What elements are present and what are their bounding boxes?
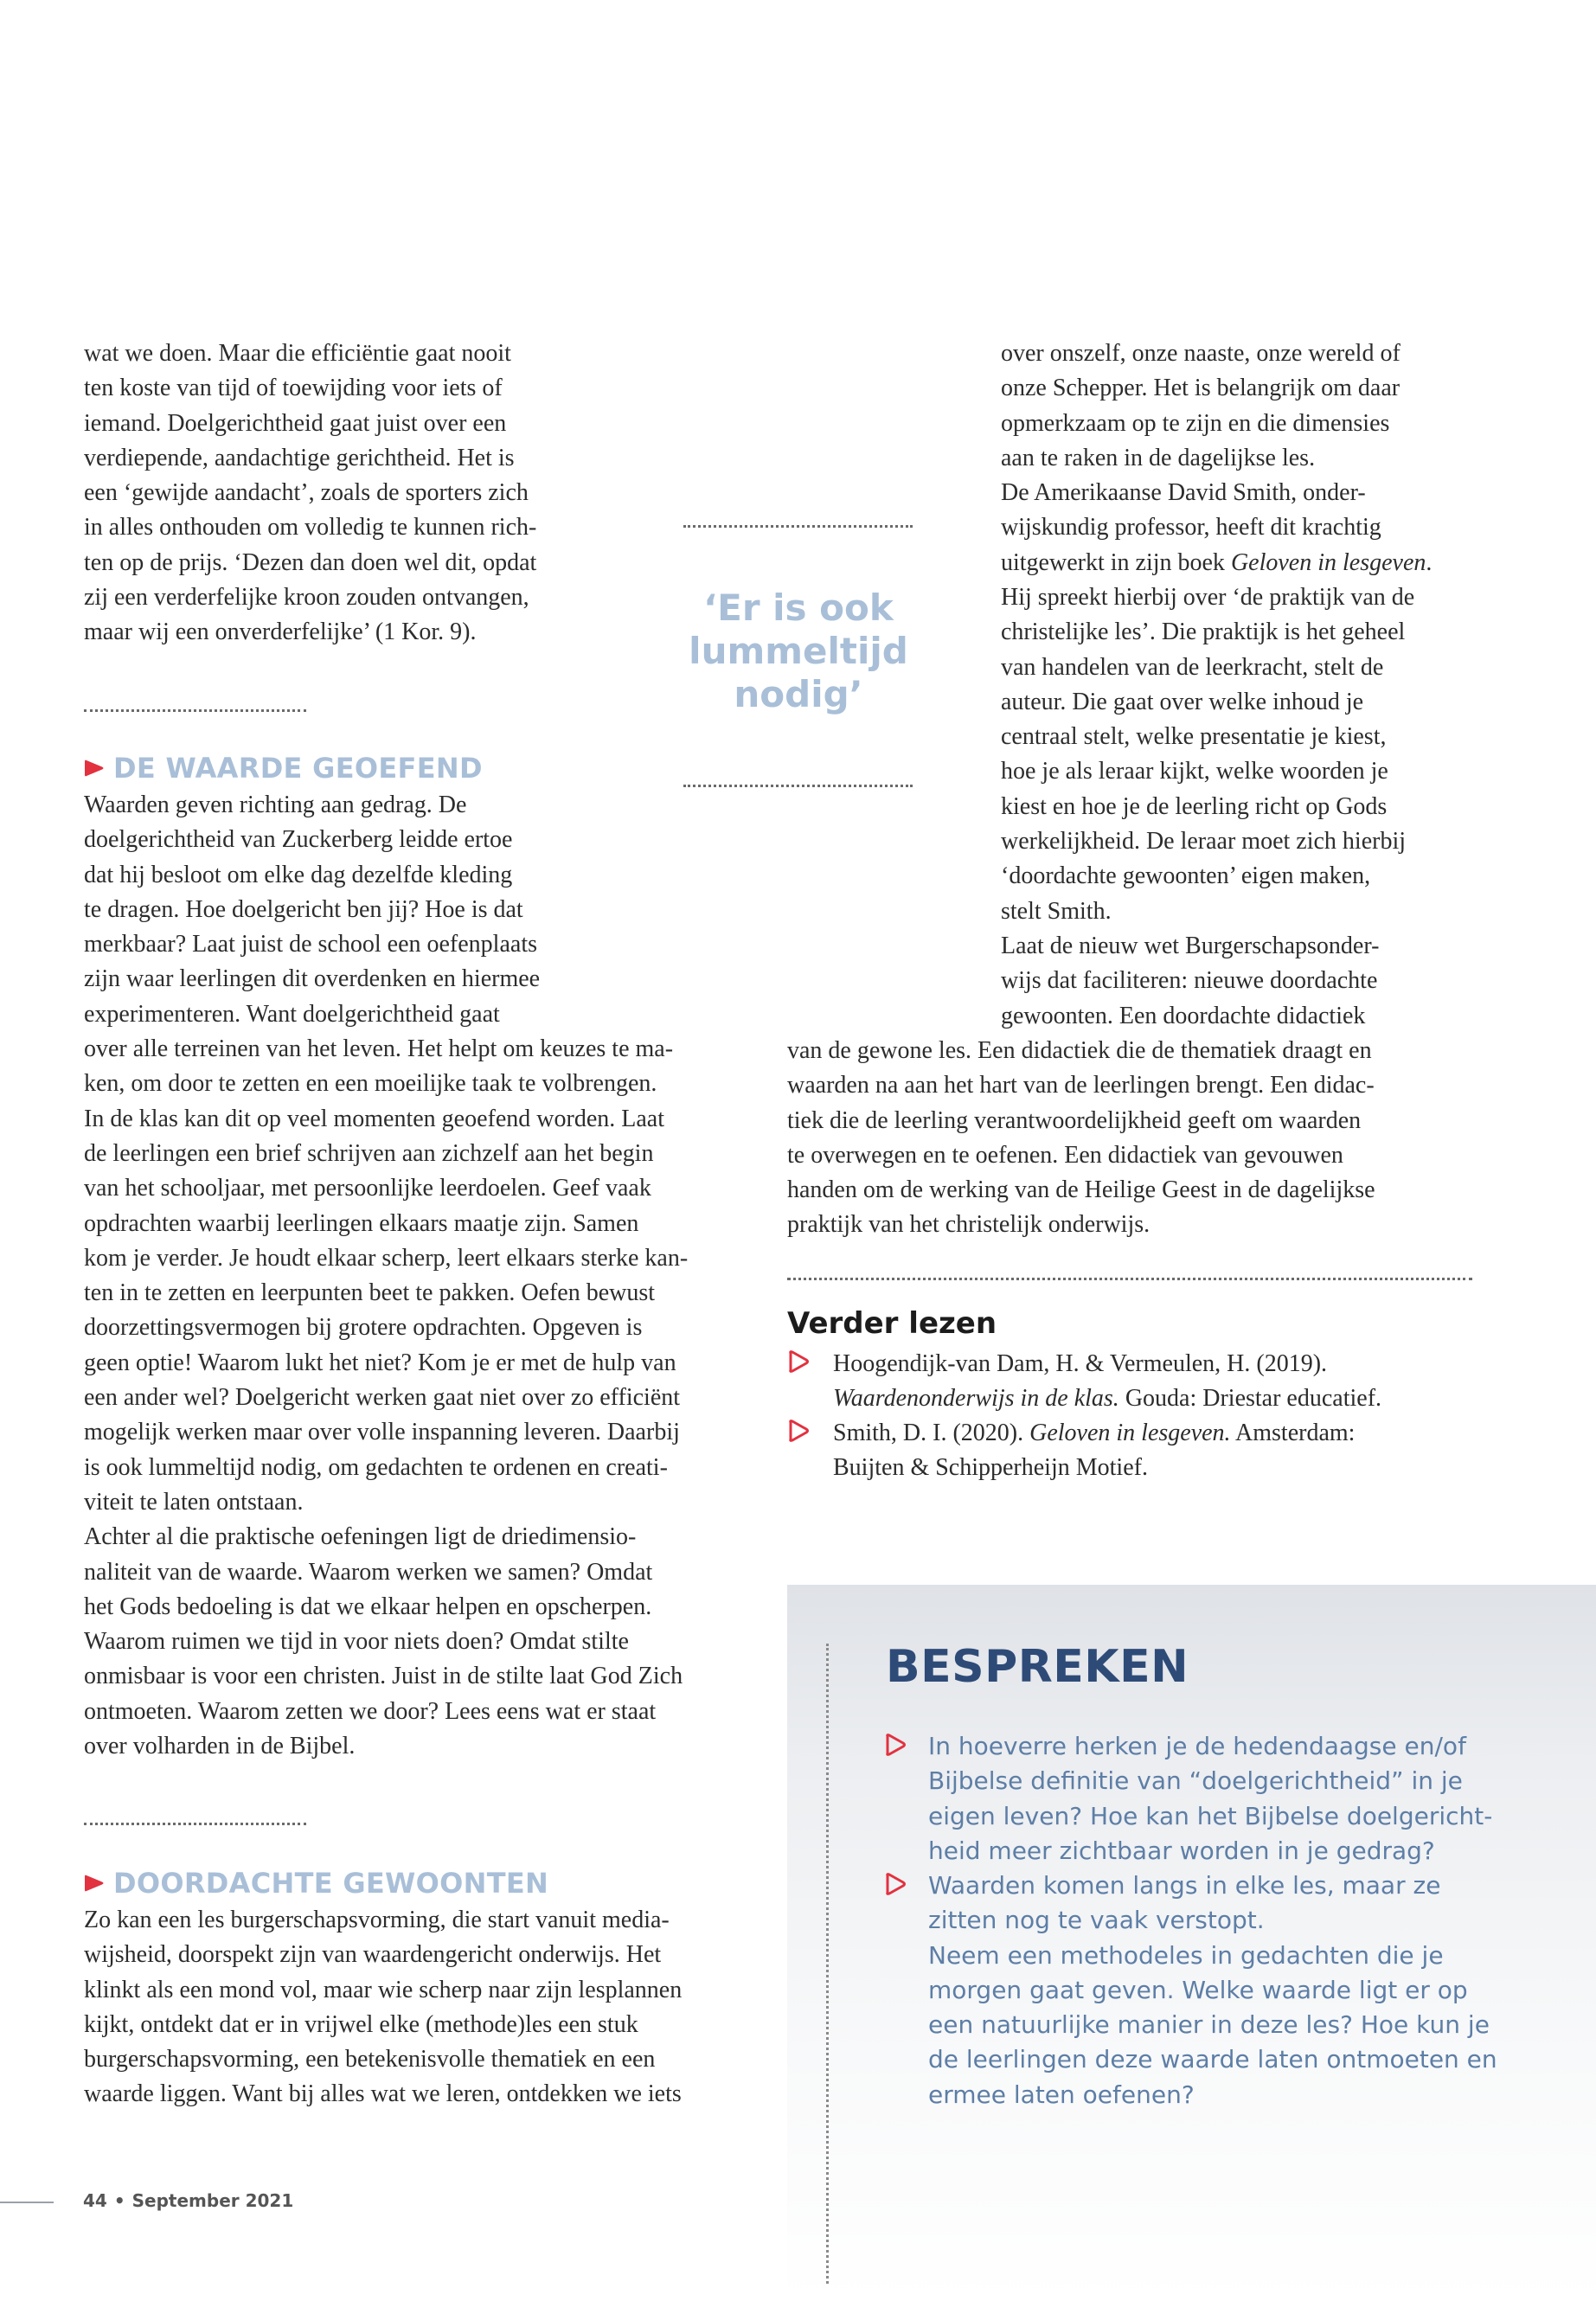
reference-2-publisher: Buijten & Schipperheijn Motief.: [833, 1454, 1148, 1481]
reference-1-line-1: Hoogendijk-van Dam, H. & Vermeulen, H. (2019).: [833, 1350, 1328, 1377]
pull-quote: ‘Er is ook lummeltijd nodig’: [689, 586, 908, 715]
section-heading-de-waarde-geoefend: DE WAARDE GEOEFEND: [113, 752, 483, 785]
book-title: Geloven in lesgeven: [1230, 548, 1426, 576]
reference-2-author: Smith, D. I. (2020).: [833, 1420, 1030, 1446]
section-divider: [787, 1278, 1472, 1280]
issue-date: September 2021: [131, 2190, 294, 2211]
reference-1: [833, 1347, 1381, 1416]
reference-2-title: Geloven in lesgeven.: [1029, 1420, 1231, 1446]
section-bullet-icon: [83, 760, 106, 777]
discussion-question-2: Waarden komen langs in elke les, maar ze zitten nog te vaak verstopt. Neem een methodeles in gedachten die je morgen gaat geven. Welke waarde ligt er op een natuurlijke manier in deze les? Hoe kun je de leerlingen deze waarde laten ontmoeten en ermee laten oefenen?: [928, 1871, 1497, 2109]
intro-paragraph: wat we doen. Maar die efficiëntie gaat nooit ten koste van tijd of toewijding voor iets of iemand. Doelgerichtheid gaat juist over een verdiepende, aandachtige gerichtheid. Het is een ‘gewijde aandacht’, zoals de sporters zich in alles onthouden om volledig te kunnen rich- ten op de prijs. ‘Dezen dan doen wel dit, opdat zij een verderfelijke kroon zouden ontvangen, maar wij een onverderfelijke’ (1 Kor. 9).: [84, 340, 537, 646]
footer-rule: [0, 2202, 54, 2203]
discussion-title: BESPREKEN: [886, 1641, 1189, 1693]
right-text-1: over onszelf, onze naaste, onze wereld of onze Schepper. Het is belangrijk om daar opmerkzaam op te zijn en die dimensies aan te raken in de dagelijkse les. De Amerikaanse David Smith, onder- wijskundig professor, heeft dit krachtig uitgewerkt in zijn boek: [1001, 340, 1401, 576]
footer-separator: •: [113, 2190, 125, 2211]
page-footer: [83, 2189, 293, 2212]
chevron-bullet-icon: [787, 1419, 810, 1443]
chevron-bullet-icon: [884, 1733, 907, 1757]
chevron-bullet-icon: [787, 1349, 810, 1374]
section-divider: [84, 1823, 306, 1825]
section-divider: [84, 709, 306, 712]
chevron-bullet-icon: [884, 1872, 907, 1896]
quote-divider-top: [683, 525, 913, 528]
right-column-paragraph-2: Hij spreekt hierbij over ‘de praktijk van de christelijke les’. Die praktijk is het geheel van handelen van de leerkracht, stelt de auteur. Die gaat over welke inhoud je centraal stelt, welke presentatie je kiest, hoe je als leraar kijkt, welke woorden je kiest en hoe je de leerling richt op Gods werkelijkheid. De leraar moet zich hierbij ‘doordachte gewoonten’ eigen maken, stelt Smith. Laat de nieuw wet Burgerschapsonder- wijs dat faciliteren: nieuwe doordachte gewoonten. Een doordachte didactiek: [1001, 584, 1415, 1029]
reference-1-title: Waardenonderwijs in de klas.: [833, 1385, 1119, 1412]
reference-2-place: Amsterdam:: [1230, 1420, 1356, 1446]
further-reading-title: Verder lezen: [787, 1306, 997, 1341]
reference-1-publisher: Gouda: Driestar educatief.: [1118, 1385, 1382, 1412]
right-text-1-end: .: [1426, 548, 1433, 576]
right-column-paragraph-3: van de gewone les. Een didactiek die de thematiek draagt en waarden na aan het hart van de leerlingen brengt. Een didac- tiek die de leerling verantwoordelijkheid geeft om waarden te overwegen en te oefenen. Een didactiek van gevouwen handen om de werking van de Heilige Geest in de dagelijkse praktijk van het christelijk onderwijs.: [787, 1037, 1375, 1239]
discussion-question-1: In hoeverre herken je de hedendaagse en/of Bijbelse definitie van “doelgerichtheid” in je eigen leven? Hoe kan het Bijbelse doelgericht- heid meer zichtbaar worden in je gedrag?: [928, 1732, 1493, 1865]
section-1-body: Waarden geven richting aan gedrag. De doelgerichtheid van Zuckerberg leidde ertoe dat hij besloot om elke dag dezelfde kleding te dragen. Hoe doelgericht ben jij? Hoe is dat merkbaar? Laat juist de school een oefenplaats zijn waar leerlingen dit overdenken en hiermee experimenteren. Want doelgerichtheid gaat over alle terreinen van het leven. Het helpt om keuzes te ma- ken, om door te zetten en een moeilijke taak te volbrengen. In de klas kan dit op veel momenten geoefend worden. Laat de leerlingen een brief schrijven aan zichzelf aan het begin van het schooljaar, met persoonlijke leerdoelen. Geef vaak opdrachten waarbij leerlingen elkaars maatje zijn. Samen kom je verder. Je houdt elkaar scherp, leert elkaars sterke kan- ten in te zetten en leerpunten beet te pakken. Oefen bewust doorzettingsvermogen bij grotere opdrachten. Opgeven is geen optie! Waarom lukt het niet? Kom je er met de hulp van een ander wel? Doelgericht werken gaat niet over zo efficiënt mogelijk werken maar over volle inspanning leveren. Daarbij is ook lummeltijd nodig, om gedachten te ordenen en creati- viteit te laten ontstaan. Achter al die praktische oefeningen ligt de driedimensio- naliteit van de waarde. Waarom werken we samen? Omdat het Gods bedoeling is dat we elkaar helpen en opscherpen. Waarom ruimen we tijd in voor niets doen? Omdat stilte onmisbaar is voor een christen. Juist in de stilte laat God Zich ontmoeten. Waarom zetten we door? Lees eens wat er staat over volharden in de Bijbel.: [84, 792, 689, 1760]
reference-2: [833, 1416, 1355, 1485]
section-2-body: Zo kan een les burgerschapsvorming, die start vanuit media- wijsheid, doorspekt zijn van waardengericht onderwijs. Het klinkt als een mond vol, maar wie scherp naar zijn lesplannen kijkt, ontdekt dat er in vrijwel elke (methode)les een stuk burgerschapsvorming, een betekenisvolle thematiek en een waarde liggen. Want bij alles wat we leren, ontdekken we iets: [84, 1907, 683, 2108]
section-bullet-icon: [83, 1875, 106, 1892]
quote-divider-bottom: [683, 785, 913, 787]
page-number: 44: [83, 2190, 107, 2211]
section-heading-doordachte-gewoonten: DOORDACHTE GEWOONTEN: [113, 1867, 549, 1900]
panel-vertical-divider: [826, 1644, 829, 2284]
right-column-paragraph-1: [1001, 336, 1432, 580]
